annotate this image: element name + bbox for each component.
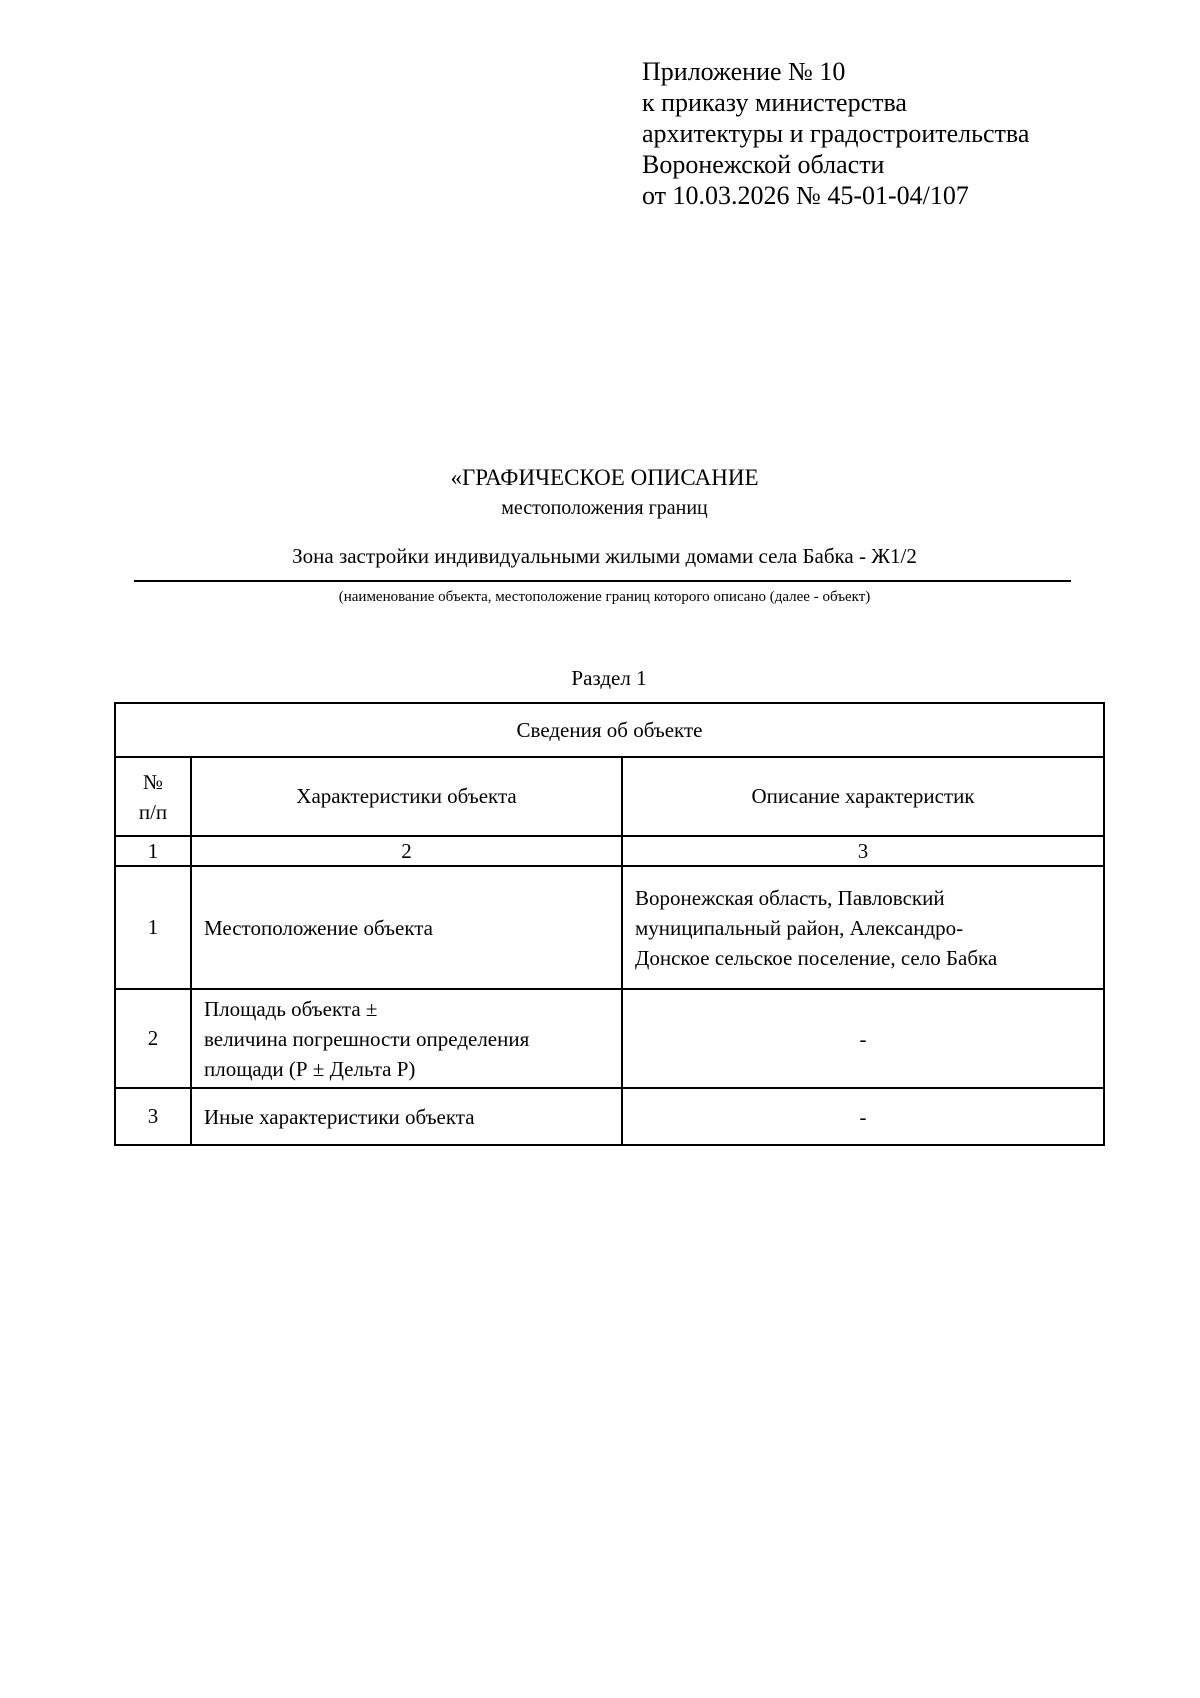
- row-characteristic: [191, 989, 622, 1088]
- description-line: Воронежская область, Павловский: [635, 885, 945, 910]
- row-number: 3: [115, 1088, 191, 1145]
- section-label: Раздел 1: [571, 666, 647, 690]
- table-caption-row: [115, 703, 1104, 757]
- appendix-line: Приложение № 10: [642, 57, 846, 86]
- description-line: -: [859, 1026, 867, 1051]
- appendix-line: архитектуры и градостроительства: [642, 119, 1030, 148]
- document-title: «ГРАФИЧЕСКОЕ ОПИСАНИЕ: [450, 465, 759, 490]
- table-header-row: [115, 757, 1104, 836]
- row-characteristic: [191, 1088, 622, 1145]
- appendix-block: [642, 56, 1029, 211]
- row-description: [622, 866, 1104, 989]
- row-number: 1: [115, 866, 191, 989]
- row-description: [622, 1088, 1104, 1145]
- row-description: [622, 989, 1104, 1088]
- row-characteristic: [191, 866, 622, 989]
- description-line: -: [859, 1104, 867, 1129]
- object-info-table: [114, 702, 1105, 1146]
- appendix-line: от 10.03.2026 № 45-01-04/107: [642, 181, 969, 210]
- object-name: Зона застройки индивидуальными жилыми домами села Бабка - Ж1/2: [292, 544, 917, 568]
- appendix-line: Воронежской области: [642, 150, 885, 179]
- header-description: Описание характеристик: [622, 757, 1104, 836]
- characteristic-line: величина погрешности определения: [204, 1026, 530, 1051]
- description-line: Донское сельское поселение, село Бабка: [635, 945, 998, 970]
- table-caption: Сведения об объекте: [115, 703, 1104, 757]
- column-index: 1: [115, 836, 191, 866]
- characteristic-line: Местоположение объекта: [204, 915, 434, 940]
- table-row: [115, 1088, 1104, 1145]
- table-row: [115, 989, 1104, 1088]
- header-num: [115, 757, 191, 836]
- header-characteristic: Характеристики объекта: [191, 757, 622, 836]
- column-index: 2: [191, 836, 622, 866]
- description-line: муниципальный район, Александро-: [635, 915, 964, 940]
- appendix-line: к приказу министерства: [642, 88, 907, 117]
- header-num-line: п/п: [138, 799, 168, 824]
- characteristic-line: Иные характеристики объекта: [204, 1104, 475, 1129]
- object-name-underline: [134, 580, 1071, 582]
- column-index: 3: [622, 836, 1104, 866]
- document-subtitle: местоположения границ: [501, 497, 708, 519]
- object-name-caption: (наименование объекта, местоположение границ которого описано (далее - объект): [338, 589, 871, 605]
- header-num-line: №: [142, 769, 164, 794]
- characteristic-line: площади (Р ± Дельта Р): [204, 1056, 416, 1081]
- row-number: 2: [115, 989, 191, 1088]
- column-index-row: [115, 836, 1104, 866]
- characteristic-line: Площадь объекта ±: [204, 996, 378, 1021]
- table-row: [115, 866, 1104, 989]
